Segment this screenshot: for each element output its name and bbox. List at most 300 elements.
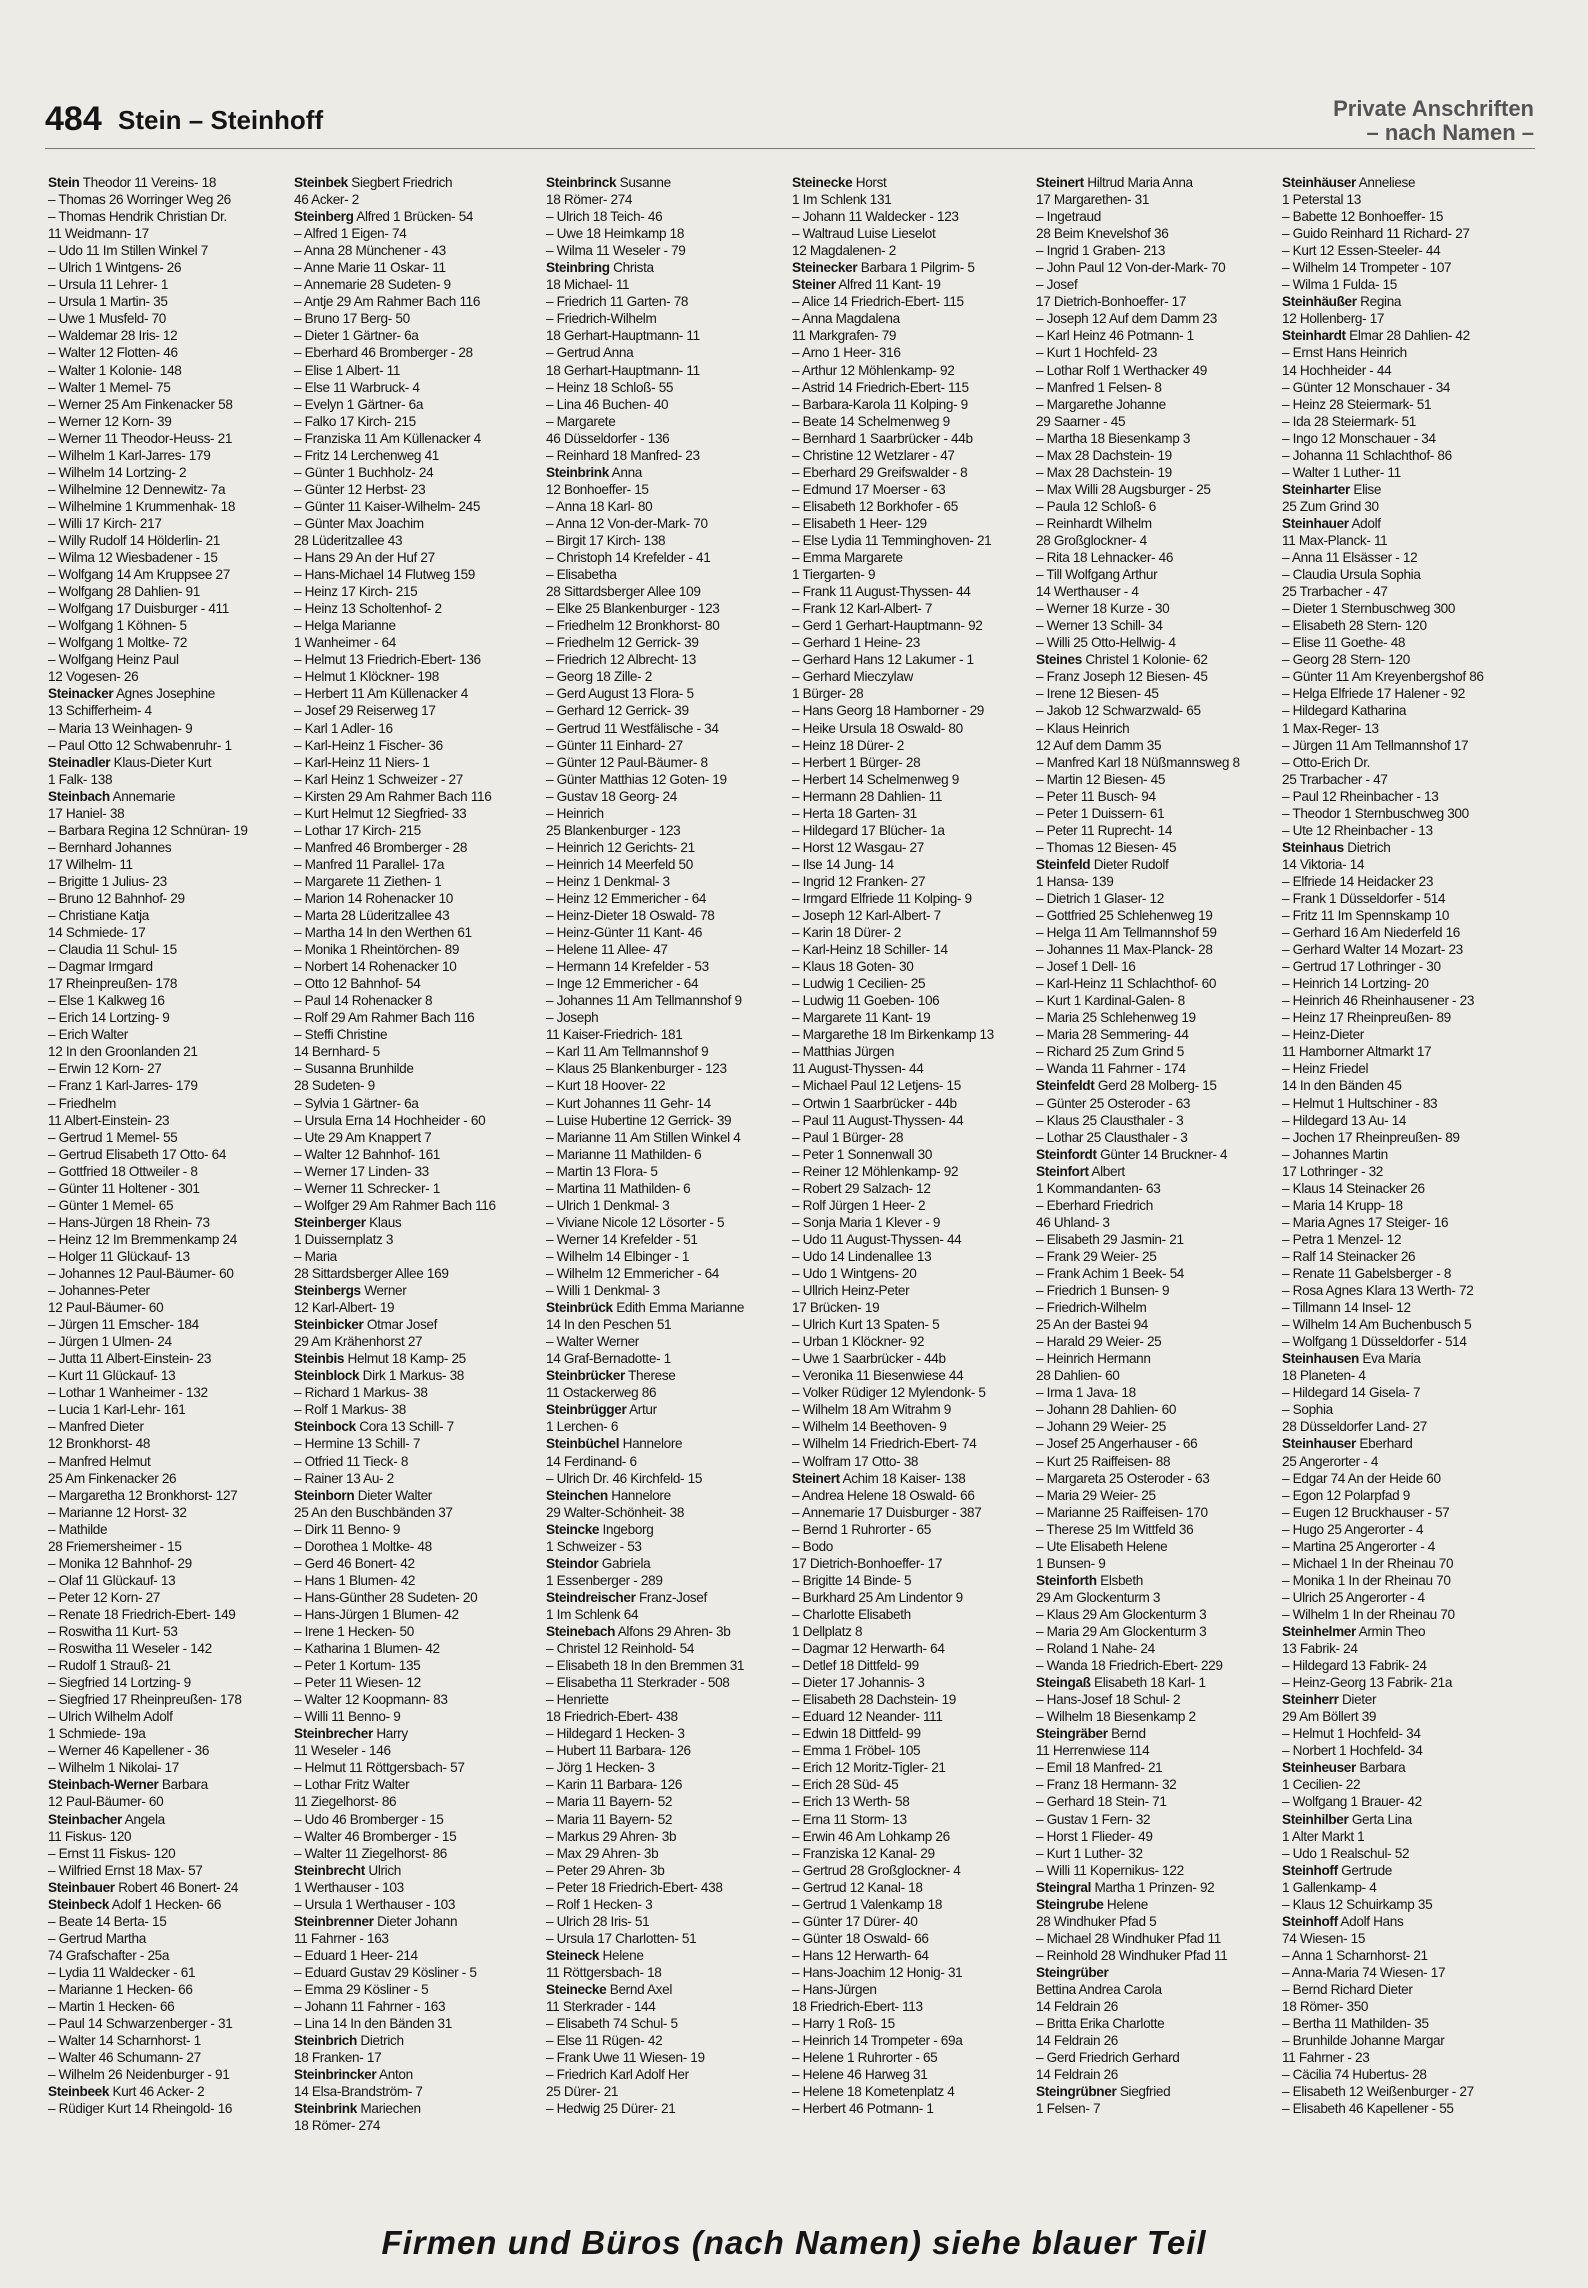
- directory-entry: 1 Im Schlenk 64: [546, 1606, 639, 1622]
- directory-entry: – Tillmann 14 Insel- 12: [1282, 1300, 1411, 1316]
- directory-entry: Steinhäußer Regina: [1282, 294, 1402, 310]
- directory-entry: Steingral Martha 1 Prinzen- 92: [1036, 1879, 1215, 1895]
- directory-entry: – Gottfried 25 Schlehenweg 19: [1036, 908, 1213, 924]
- directory-entry: – Klaus 25 Blankenburger - 123: [546, 1061, 727, 1077]
- directory-entry: 1 Felsen- 7: [1036, 2101, 1101, 2117]
- directory-entry: – Monika 1 Rheintörchen- 89: [294, 942, 460, 958]
- directory-entry: – Siegfried 14 Lortzing- 9: [48, 1675, 191, 1691]
- directory-entry: – Frank Achim 1 Beek- 54: [1036, 1266, 1185, 1281]
- surname-heading: Steinbrich: [294, 2033, 357, 2049]
- directory-entry: 1 Dellplatz 8: [792, 1623, 863, 1639]
- directory-entry: – Frank Uwe 11 Wiesen- 19: [546, 2050, 705, 2066]
- directory-entry: – Horst 1 Flieder- 49: [1036, 1828, 1153, 1844]
- directory-entry: – Udo 11 August-Thyssen- 44: [792, 1231, 962, 1247]
- directory-entry: – Babette 12 Bonhoeffer- 15: [1282, 209, 1444, 225]
- directory-entry: – Karl-Heinz 1 Fischer- 36: [294, 737, 443, 753]
- surname-heading: Steinfort: [1036, 1163, 1089, 1179]
- directory-entry: – Gerhard 16 Am Niederfeld 16: [1282, 925, 1461, 941]
- directory-entry: – Martina 11 Mathilden- 6: [546, 1180, 691, 1196]
- directory-entry: – Hans 12 Herwarth- 64: [792, 1947, 929, 1963]
- directory-entry: – Walter 46 Schumann- 27: [48, 2050, 201, 2066]
- directory-entry: – Heinrich 14 Lortzing- 20: [1282, 976, 1429, 992]
- directory-column-3: [546, 174, 788, 2219]
- directory-entry: – Hans 29 An der Huf 27: [294, 550, 435, 566]
- directory-entry: – Wilhelm 14 Beethoven- 9: [792, 1419, 947, 1435]
- directory-entry: – Karl-Heinz 11 Niers- 1: [294, 754, 430, 770]
- surname-heading: Steinblock: [294, 1368, 360, 1384]
- directory-entry: 11 Hamborner Altmarkt 17: [1282, 1044, 1432, 1060]
- directory-entry: – Sylvia 1 Gärtner- 6a: [294, 1095, 419, 1111]
- surname-heading: Steinbrecher: [294, 1726, 373, 1742]
- directory-entry: – Hermann 28 Dahlien- 11: [792, 788, 943, 804]
- directory-entry: – Bernhard 1 Saarbrücker - 44b: [792, 430, 973, 446]
- directory-entry: Steinbach Annemarie: [48, 788, 176, 804]
- directory-entry: – Theodor 1 Sternbuschweg 300: [1282, 805, 1469, 821]
- directory-entry: – Rolf 1 Hecken- 3: [546, 1896, 653, 1912]
- directory-entry: – Lothar 25 Clausthaler - 3: [1036, 1129, 1188, 1145]
- directory-entry: – Willi 17 Kirch- 217: [48, 515, 162, 531]
- directory-entry: – Kurt Johannes 11 Gehr- 14: [546, 1095, 711, 1111]
- directory-entry: Steinbis Helmut 18 Kamp- 25: [294, 1351, 466, 1367]
- directory-entry: – John Paul 12 Von-der-Mark- 70: [1036, 260, 1226, 276]
- directory-entry: – Johannes 12 Paul-Bäumer- 60: [48, 1266, 234, 1281]
- directory-entry: 25 Am Finkenacker 26: [48, 1470, 177, 1486]
- directory-entry: – Heinrich 12 Gerichts- 21: [546, 839, 695, 855]
- surname-heading: Steinadler: [48, 754, 111, 770]
- directory-entry: – Rüdiger Kurt 14 Rheingold- 16: [48, 2101, 233, 2117]
- directory-entry: – Britta Erika Charlotte: [1036, 2016, 1165, 2032]
- directory-entry: – Herbert 11 Am Küllenacker 4: [294, 686, 468, 702]
- directory-entry: – Monika 12 Bahnhof- 29: [48, 1555, 192, 1571]
- surname-heading: Steinecke: [792, 175, 853, 190]
- directory-entry: – Erich 14 Lortzing- 9: [48, 1010, 170, 1026]
- directory-entry: 17 Dietrich-Bonhoeffer- 17: [792, 1555, 943, 1571]
- directory-entry: – Josef 29 Reiserweg 17: [294, 703, 436, 719]
- directory-entry: 18 Römer- 350: [1282, 1999, 1369, 2015]
- directory-entry: 17 Rheinpreußen- 178: [48, 976, 178, 992]
- directory-entry: – Alfred 1 Eigen- 74: [294, 226, 407, 242]
- directory-entry: – Bernd Richard Dieter: [1282, 1981, 1413, 1997]
- directory-entry: – Gerhard Walter 14 Mozart- 23: [1282, 942, 1463, 958]
- directory-entry: 29 Saarner - 45: [1036, 413, 1126, 429]
- directory-entry: 29 Am Krähenhorst 27: [294, 1334, 423, 1350]
- directory-entry: – Reinhardt Wilhelm: [1036, 515, 1152, 531]
- surname-heading: Steinchen: [546, 1487, 608, 1503]
- directory-entry: – Wilhelm 26 Neidenburger - 91: [48, 2067, 230, 2083]
- directory-entry: – Fritz 14 Lerchenweg 41: [294, 447, 439, 463]
- directory-entry: – Renate 11 Gabelsberger - 8: [1282, 1266, 1452, 1281]
- directory-entry: Steinfeldt Gerd 28 Molberg- 15: [1036, 1078, 1217, 1094]
- directory-entry: – Helga Marianne: [294, 618, 396, 634]
- directory-entry: – Lina 14 In den Bänden 31: [294, 2016, 452, 2032]
- directory-entry: – Ingrid 12 Franken- 27: [792, 873, 926, 889]
- directory-entry: – Peter 18 Friedrich-Ebert- 438: [546, 1879, 723, 1895]
- directory-entry: – Henriette: [546, 1692, 609, 1708]
- surname-heading: Steinert: [1036, 175, 1084, 190]
- directory-entry: – Franz Joseph 12 Biesen- 45: [1036, 669, 1208, 685]
- directory-entry: 11 Fahrner - 163: [294, 1930, 389, 1946]
- directory-entry: – Karl-Heinz 18 Schiller- 14: [792, 942, 948, 958]
- directory-entry: – Martha 14 In den Werthen 61: [294, 925, 472, 941]
- directory-entry: – Udo 1 Realschul- 52: [1282, 1845, 1410, 1861]
- directory-entry: 1 Alter Markt 1: [1282, 1828, 1365, 1844]
- directory-entry: 1 Essenberger - 289: [546, 1572, 663, 1588]
- directory-entry: – Waltraud Luise Lieselot: [792, 226, 936, 242]
- directory-entry: – Astrid 14 Friedrich-Ebert- 115: [792, 379, 969, 395]
- directory-entry: 28 Sittardsberger Allee 109: [546, 584, 701, 600]
- directory-entry: – Gerhard 12 Gerrick- 39: [546, 703, 689, 719]
- directory-entry: – Manfred Karl 18 Nüßmannsweg 8: [1036, 754, 1240, 770]
- surname-heading: Steinbacher: [48, 1811, 122, 1827]
- directory-entry: – Brigitte 1 Julius- 23: [48, 873, 167, 889]
- directory-entry: – Gustav 18 Georg- 24: [546, 788, 677, 804]
- directory-entry: – Claudia Ursula Sophia: [1282, 567, 1421, 583]
- directory-entry: – Eugen 12 Bruckhauser - 57: [1282, 1504, 1450, 1520]
- directory-entry: 28 Sudeten- 9: [294, 1078, 375, 1094]
- directory-entry: – Wolfgang 1 Moltke- 72: [48, 635, 188, 651]
- directory-entry: 18 Friedrich-Ebert- 438: [546, 1709, 678, 1725]
- directory-entry: – Steffi Christine: [294, 1027, 388, 1043]
- directory-entry: – Willi 1 Denkmal- 3: [546, 1283, 660, 1299]
- directory-entry: – Gertrud 28 Großglockner- 4: [792, 1862, 961, 1878]
- directory-entry: – Frank 11 August-Thyssen- 44: [792, 584, 971, 600]
- directory-entry: Steinbrink Anna: [546, 464, 642, 480]
- directory-entry: – Gerhard Mieczylaw: [792, 669, 914, 685]
- directory-entry: – Elisabeth 12 Borkhofer - 65: [792, 498, 958, 514]
- directory-entry: – Wilhelm 14 Am Buchenbusch 5: [1282, 1317, 1472, 1333]
- directory-entry: – Otto-Erich Dr.: [1282, 754, 1371, 770]
- directory-entry: – Annemarie 28 Sudeten- 9: [294, 277, 451, 293]
- directory-entry: – Johannes 11 Am Tellmannshof 9: [546, 993, 742, 1009]
- page-title: Stein – Steinhoff: [118, 105, 324, 135]
- directory-entry: 1 Gallenkamp- 4: [1282, 1879, 1377, 1895]
- directory-entry: – Elisabeth 1 Heer- 129: [792, 515, 927, 531]
- directory-entry: 14 Graf-Bernadotte- 1: [546, 1351, 671, 1367]
- directory-entry: – Karl 1 Adler- 16: [294, 720, 393, 736]
- surname-heading: Steinhelmer: [1282, 1623, 1356, 1639]
- directory-entry: Steinadler Klaus-Dieter Kurt: [48, 754, 212, 770]
- directory-entry: – Ursula 1 Martin- 35: [48, 294, 168, 310]
- directory-entry: 18 Gerhart-Hauptmann- 11: [546, 328, 700, 344]
- directory-entry: 46 Uhland- 3: [1036, 1214, 1110, 1230]
- directory-entry: – Hildegard 17 Blücher- 1a: [792, 822, 945, 838]
- directory-entry: – Herbert 14 Schelmenweg 9: [792, 771, 959, 787]
- directory-entry: – Hans-Jürgen: [792, 1981, 877, 1997]
- directory-entry: – Ingo 12 Monschauer - 34: [1282, 430, 1436, 446]
- directory-entry: – Ulrich 1 Wintgens- 26: [48, 260, 182, 276]
- surname-heading: Steinbrink: [294, 2101, 357, 2117]
- directory-entry: Steinbrügger Artur: [546, 1402, 657, 1418]
- directory-entry: – Anna-Maria 74 Wiesen- 17: [1282, 1964, 1446, 1980]
- section-title: Private Anschriften: [1333, 96, 1534, 121]
- directory-entry: 28 Sittardsberger Allee 169: [294, 1266, 449, 1281]
- directory-entry: 17 Brücken- 19: [792, 1300, 880, 1316]
- directory-entry: – Hans-Michael 14 Flutweg 159: [294, 567, 476, 583]
- directory-entry: – Günter Matthias 12 Goten- 19: [546, 771, 727, 787]
- directory-entry: – Ludwig 11 Goeben- 106: [792, 993, 940, 1009]
- directory-entry: Steinbrecht Ulrich: [294, 1862, 402, 1878]
- directory-entry: – Elisabeth 74 Schul- 5: [546, 2016, 678, 2032]
- directory-entry: – Walter 12 Koopmann- 83: [294, 1692, 448, 1708]
- directory-entry: – Wanda 11 Fahrner - 174: [1036, 1061, 1186, 1077]
- directory-entry: 17 Wilhelm- 11: [48, 856, 133, 872]
- directory-entry: – Kurt 1 Luther- 32: [1036, 1845, 1143, 1861]
- directory-entry: 17 Dietrich-Bonhoeffer- 17: [1036, 294, 1187, 310]
- directory-entry: – Michael 28 Windhuker Pfad 11: [1036, 1930, 1221, 1946]
- directory-entry: – Klaus 29 Am Glockenturm 3: [1036, 1606, 1207, 1622]
- directory-entry: – Ute Elisabeth Helene: [1036, 1538, 1168, 1554]
- directory-entry: – Günter 11 Kaiser-Wilhelm- 245: [294, 498, 481, 514]
- directory-entry: – Erich 28 Süd- 45: [792, 1777, 899, 1793]
- directory-entry: – Gertrud 1 Valenkamp 18: [792, 1896, 943, 1912]
- directory-entry: – Wolfram 17 Otto- 38: [792, 1453, 919, 1469]
- directory-entry: – Hildegard Katharina: [1282, 703, 1407, 719]
- directory-entry: – Lothar Fritz Walter: [294, 1777, 410, 1793]
- directory-entry: – Hildegard 14 Gisela- 7: [1282, 1385, 1421, 1401]
- directory-entry: – Walter 1 Luther- 11: [1282, 464, 1401, 480]
- surname-heading: Steinhäußer: [1282, 294, 1357, 310]
- directory-entry: Steinhelmer Armin Theo: [1282, 1623, 1426, 1639]
- directory-column-1: [48, 174, 290, 2219]
- directory-entry: – Wanda 18 Friedrich-Ebert- 229: [1036, 1658, 1223, 1674]
- directory-entry: – Martin 13 Flora- 5: [546, 1163, 658, 1179]
- directory-entry: 28 Düsseldorfer Land- 27: [1282, 1419, 1428, 1435]
- directory-entry: – Matthias Jürgen: [792, 1044, 895, 1060]
- directory-entry: – Kurt 18 Hoover- 22: [546, 1078, 666, 1094]
- directory-entry: – Ulrich Kurt 13 Spaten- 5: [792, 1317, 940, 1333]
- directory-entry: – Peter 12 Korn- 27: [48, 1589, 160, 1605]
- directory-entry: – Wolfgang 14 Am Kruppsee 27: [48, 567, 230, 583]
- directory-entry: 28 Großglockner- 4: [1036, 532, 1147, 548]
- directory-entry: – Kurt 25 Raiffeisen- 88: [1036, 1453, 1171, 1469]
- directory-entry: – Falko 17 Kirch- 215: [294, 413, 416, 429]
- directory-entry: 12 Paul-Bäumer- 60: [48, 1794, 164, 1810]
- directory-entry: – Barbara-Karola 11 Kolping- 9: [792, 396, 968, 412]
- directory-entry: – Helene 1 Ruhrorter - 65: [792, 2050, 938, 2066]
- directory-entry: – Heinz 17 Kirch- 215: [294, 584, 418, 600]
- surname-heading: Steinforth: [1036, 1572, 1097, 1588]
- directory-entry: – Else 11 Rügen- 42: [546, 2033, 663, 2049]
- directory-entry: – Annemarie 17 Duisburger - 387: [792, 1504, 982, 1520]
- directory-entry: – Olaf 11 Glückauf- 13: [48, 1572, 176, 1588]
- directory-entry: – Martin 1 Hecken- 66: [48, 1999, 175, 2015]
- directory-entry: 12 Magdalenen- 2: [792, 243, 896, 259]
- directory-entry: – Ursula 11 Lehrer- 1: [48, 277, 169, 293]
- directory-entry: – Else Lydia 11 Temminghoven- 21: [792, 532, 992, 548]
- directory-entry: – Elisabeth 29 Jasmin- 21: [1036, 1231, 1184, 1247]
- directory-entry: – Kurt Helmut 12 Siegfried- 33: [294, 805, 467, 821]
- directory-entry: – Kurt 11 Glückauf- 13: [48, 1368, 176, 1384]
- directory-entry: – Marta 28 Lüderitzallee 43: [294, 908, 450, 924]
- directory-entry: – Elisabetha: [546, 567, 617, 583]
- directory-entry: – Ursula 1 Werthauser - 103: [294, 1896, 456, 1912]
- directory-entry: Steincke Ingeborg: [546, 1521, 654, 1537]
- directory-entry: Steinecke Bernd Axel: [546, 1981, 672, 1997]
- directory-entry: Steinblock Dirk 1 Markus- 38: [294, 1368, 464, 1384]
- directory-entry: – Paul 11 August-Thyssen- 44: [792, 1112, 964, 1128]
- directory-entry: – Emma 1 Fröbel- 105: [792, 1743, 921, 1759]
- directory-entry: – Werner 17 Linden- 33: [294, 1163, 429, 1179]
- directory-entry: – Gertrud Martha: [48, 1930, 146, 1946]
- directory-entry: Steinherr Dieter: [1282, 1692, 1377, 1708]
- directory-entry: – Georg 18 Zille- 2: [546, 669, 652, 685]
- directory-entry: – Urban 1 Klöckner- 92: [792, 1334, 925, 1350]
- directory-entry: – Maria 14 Krupp- 18: [1282, 1197, 1403, 1213]
- directory-entry: – Martin 12 Biesen- 45: [1036, 771, 1166, 787]
- directory-entry: – Udo 46 Bromberger - 15: [294, 1811, 444, 1827]
- directory-entry: – Arthur 12 Möhlenkamp- 92: [792, 362, 955, 378]
- directory-entry: – Manfred Dieter: [48, 1419, 144, 1435]
- directory-entry: 25 An der Bastei 94: [1036, 1317, 1149, 1333]
- directory-entry: – Martha 18 Biesenkamp 3: [1036, 430, 1191, 446]
- directory-entry: – Elise 11 Goethe- 48: [1282, 635, 1406, 651]
- surname-heading: Steinheuser: [1282, 1760, 1356, 1776]
- directory-entry: – Johann 11 Fahrner - 163: [294, 1999, 446, 2015]
- directory-entry: – Heinz 17 Rheinpreußen- 89: [1282, 1010, 1451, 1026]
- directory-entry: Steinbrenner Dieter Johann: [294, 1913, 458, 1929]
- directory-entry: – Emma Margarete: [792, 550, 903, 566]
- directory-entry: – Wolfgang 1 Köhnen- 5: [48, 618, 187, 634]
- directory-entry: – Heinz 12 Im Bremmenkamp 24: [48, 1231, 237, 1247]
- directory-entry: – Wilhelmine 1 Krummenhak- 18: [48, 498, 236, 514]
- directory-entry: – Paul Otto 12 Schwabenruhr- 1: [48, 737, 232, 753]
- directory-entry: – Friedhelm 12 Gerrick- 39: [546, 635, 699, 651]
- directory-entry: – Michael Paul 12 Letjens- 15: [792, 1078, 961, 1094]
- directory-entry: – Paul 14 Schwarzenberger - 31: [48, 2016, 233, 2032]
- directory-entry: – Ulrich 1 Denkmal- 3: [546, 1197, 670, 1213]
- directory-entry: – Wilhelmine 12 Dennewitz- 7a: [48, 481, 226, 497]
- directory-entry: – Günter 25 Osteroder - 63: [1036, 1095, 1191, 1111]
- directory-entry: – Renate 18 Friedrich-Ebert- 149: [48, 1606, 236, 1622]
- directory-entry: – Ursula 17 Charlotten- 51: [546, 1930, 697, 1946]
- directory-entry: – Anna Magdalena: [792, 311, 900, 327]
- directory-entry: – Roland 1 Nahe- 24: [1036, 1641, 1155, 1657]
- directory-entry: – Paula 12 Schloß- 6: [1036, 498, 1156, 514]
- directory-entry: – Holger 11 Glückauf- 13: [48, 1248, 190, 1264]
- surname-heading: Steinhoff: [1282, 1913, 1338, 1929]
- directory-entry: – Gertrud 17 Lothringer - 30: [1282, 959, 1441, 975]
- directory-entry: – Eduard Gustav 29 Kösliner - 5: [294, 1964, 477, 1980]
- directory-entry: – Volker Rüdiger 12 Mylendonk- 5: [792, 1385, 986, 1401]
- directory-entry: – Lucia 1 Karl-Lehr- 161: [48, 1402, 186, 1418]
- directory-entry: Steinbrück Edith Emma Marianne: [546, 1300, 745, 1316]
- directory-entry: 18 Planeten- 4: [1282, 1368, 1366, 1384]
- surname-heading: Steinberg: [294, 209, 354, 225]
- directory-entry: – Werner 13 Schill- 34: [1036, 618, 1163, 634]
- directory-entry: 1 Lerchen- 6: [546, 1419, 619, 1435]
- directory-entry: Steinborn Dieter Walter: [294, 1487, 432, 1503]
- directory-entry: Stein Theodor 11 Vereins- 18: [48, 175, 217, 190]
- directory-entry: – Günter Max Joachim: [294, 515, 424, 531]
- directory-entry: 18 Franken- 17: [294, 2050, 382, 2066]
- directory-entry: – Wilhelm 14 Elbinger - 1: [546, 1248, 690, 1264]
- surname-heading: Steingräber: [1036, 1726, 1108, 1742]
- surname-heading: Steinhauer: [1282, 515, 1349, 531]
- surname-heading: Steinhardt: [1282, 328, 1346, 344]
- directory-entry: – Rosa Agnes Klara 13 Werth- 72: [1282, 1283, 1474, 1299]
- directory-entry: – Günter 11 Einhard- 27: [546, 737, 683, 753]
- surname-heading: Steindreischer: [546, 1589, 636, 1605]
- surname-heading: Steingaß: [1036, 1675, 1091, 1691]
- directory-entry: – Burkhard 25 Am Lindentor 9: [792, 1589, 963, 1605]
- directory-entry: – Helmut 1 Hultschiner - 83: [1282, 1095, 1438, 1111]
- directory-entry: – Wilhelm 1 Nikolai- 17: [48, 1760, 179, 1776]
- surname-heading: Steinecke: [546, 1981, 607, 1997]
- directory-entry: – Willi 25 Otto-Hellwig- 4: [1036, 635, 1176, 651]
- directory-columns: [48, 174, 1538, 2219]
- directory-entry: – Peter 11 Busch- 94: [1036, 788, 1156, 804]
- directory-entry: – Dorothea 1 Moltke- 48: [294, 1538, 432, 1554]
- directory-entry: Steinbrink Mariechen: [294, 2101, 421, 2117]
- directory-entry: 11 Markgrafen- 79: [792, 328, 897, 344]
- directory-entry: – Maria 25 Schlehenweg 19: [1036, 1010, 1196, 1026]
- directory-entry: – Claudia 11 Schul- 15: [48, 942, 177, 958]
- directory-entry: – Viviane Nicole 12 Lösorter - 5: [546, 1214, 725, 1230]
- directory-entry: – Martina 25 Angerorter - 4: [1282, 1538, 1436, 1554]
- directory-entry: Steinbek Siegbert Friedrich: [294, 175, 453, 190]
- directory-entry: – Dietrich 1 Glaser- 12: [1036, 890, 1164, 906]
- surname-heading: Steinbis: [294, 1351, 345, 1367]
- directory-entry: – Reiner 12 Möhlenkamp- 92: [792, 1163, 959, 1179]
- directory-entry: – Heinrich 14 Trompeter - 69a: [792, 2033, 963, 2049]
- directory-entry: – Herbert 46 Potmann- 1: [792, 2101, 934, 2117]
- directory-entry: – Maria 29 Weier- 25: [1036, 1487, 1156, 1503]
- directory-entry: – Wilfried Ernst 18 Max- 57: [48, 1862, 203, 1878]
- directory-entry: 11 Ziegelhorst- 86: [294, 1794, 397, 1810]
- directory-entry: – Friedrich 12 Albrecht- 13: [546, 652, 696, 668]
- directory-entry: – Evelyn 1 Gärtner- 6a: [294, 396, 424, 412]
- directory-entry: – Dieter 17 Johannis- 3: [792, 1675, 925, 1691]
- directory-entry: 25 Angerorter - 4: [1282, 1453, 1379, 1469]
- surname-heading: Steingrübner: [1036, 2084, 1117, 2100]
- directory-entry: 11 Fahrner - 23: [1282, 2050, 1370, 2066]
- directory-entry: – Kurt 12 Essen-Steeler- 44: [1282, 243, 1441, 259]
- directory-entry: 1 Schweizer - 53: [546, 1538, 642, 1554]
- directory-entry: – Josef 25 Angerhauser - 66: [1036, 1436, 1198, 1452]
- directory-entry: 14 Feldrain 26: [1036, 2033, 1119, 2049]
- directory-entry: – Heinrich 46 Rheinhausener - 23: [1282, 993, 1475, 1009]
- surname-heading: Steinebach: [546, 1623, 616, 1639]
- directory-entry: – Jürgen 1 Ulmen- 24: [48, 1334, 172, 1350]
- directory-entry: 1 Schmiede- 19a: [48, 1726, 146, 1742]
- directory-entry: – Brigitte 14 Binde- 5: [792, 1572, 912, 1588]
- directory-entry: – Bruno 17 Berg- 50: [294, 311, 410, 327]
- directory-entry: – Karl Heinz 1 Schweizer - 27: [294, 771, 463, 787]
- surname-heading: Steinborn: [294, 1487, 355, 1503]
- directory-entry: – Ute 12 Rheinbacher - 13: [1282, 822, 1433, 838]
- directory-entry: – Erwin 12 Korn- 27: [48, 1061, 162, 1077]
- directory-entry: – Franziska 11 Am Küllenacker 4: [294, 430, 481, 446]
- directory-entry: – Helmut 1 Hochfeld- 34: [1282, 1726, 1421, 1742]
- directory-entry: – Otto 12 Bahnhof- 54: [294, 976, 421, 992]
- directory-entry: – Ilse 14 Jung- 14: [792, 856, 894, 872]
- directory-entry: – Karin 11 Barbara- 126: [546, 1777, 683, 1793]
- directory-entry: – Walter 11 Ziegelhorst- 86: [294, 1845, 447, 1861]
- directory-entry: – Werner 11 Theodor-Heuss- 21: [48, 430, 233, 446]
- directory-entry: 28 Windhuker Pfad 5: [1036, 1913, 1157, 1929]
- directory-entry: – Anna 28 Münchener - 43: [294, 243, 446, 259]
- directory-entry: – Erich 12 Moritz-Tigler- 21: [792, 1760, 946, 1776]
- directory-entry: – Wilhelm 14 Lortzing- 2: [48, 464, 187, 480]
- directory-entry: 12 In den Groonlanden 21: [48, 1044, 198, 1060]
- surname-heading: Steinacker: [48, 686, 114, 702]
- directory-entry: 11 Kaiser-Friedrich- 181: [546, 1027, 683, 1043]
- directory-entry: – Johanna 11 Schlachthof- 86: [1282, 447, 1452, 463]
- directory-entry: – Ursula Erna 14 Hochheider - 60: [294, 1112, 486, 1128]
- directory-entry: – Marianne 25 Raiffeisen- 170: [1036, 1504, 1208, 1520]
- directory-entry: – Gottfried 18 Ottweiler - 8: [48, 1163, 198, 1179]
- surname-heading: Steinhausen: [1282, 1351, 1359, 1367]
